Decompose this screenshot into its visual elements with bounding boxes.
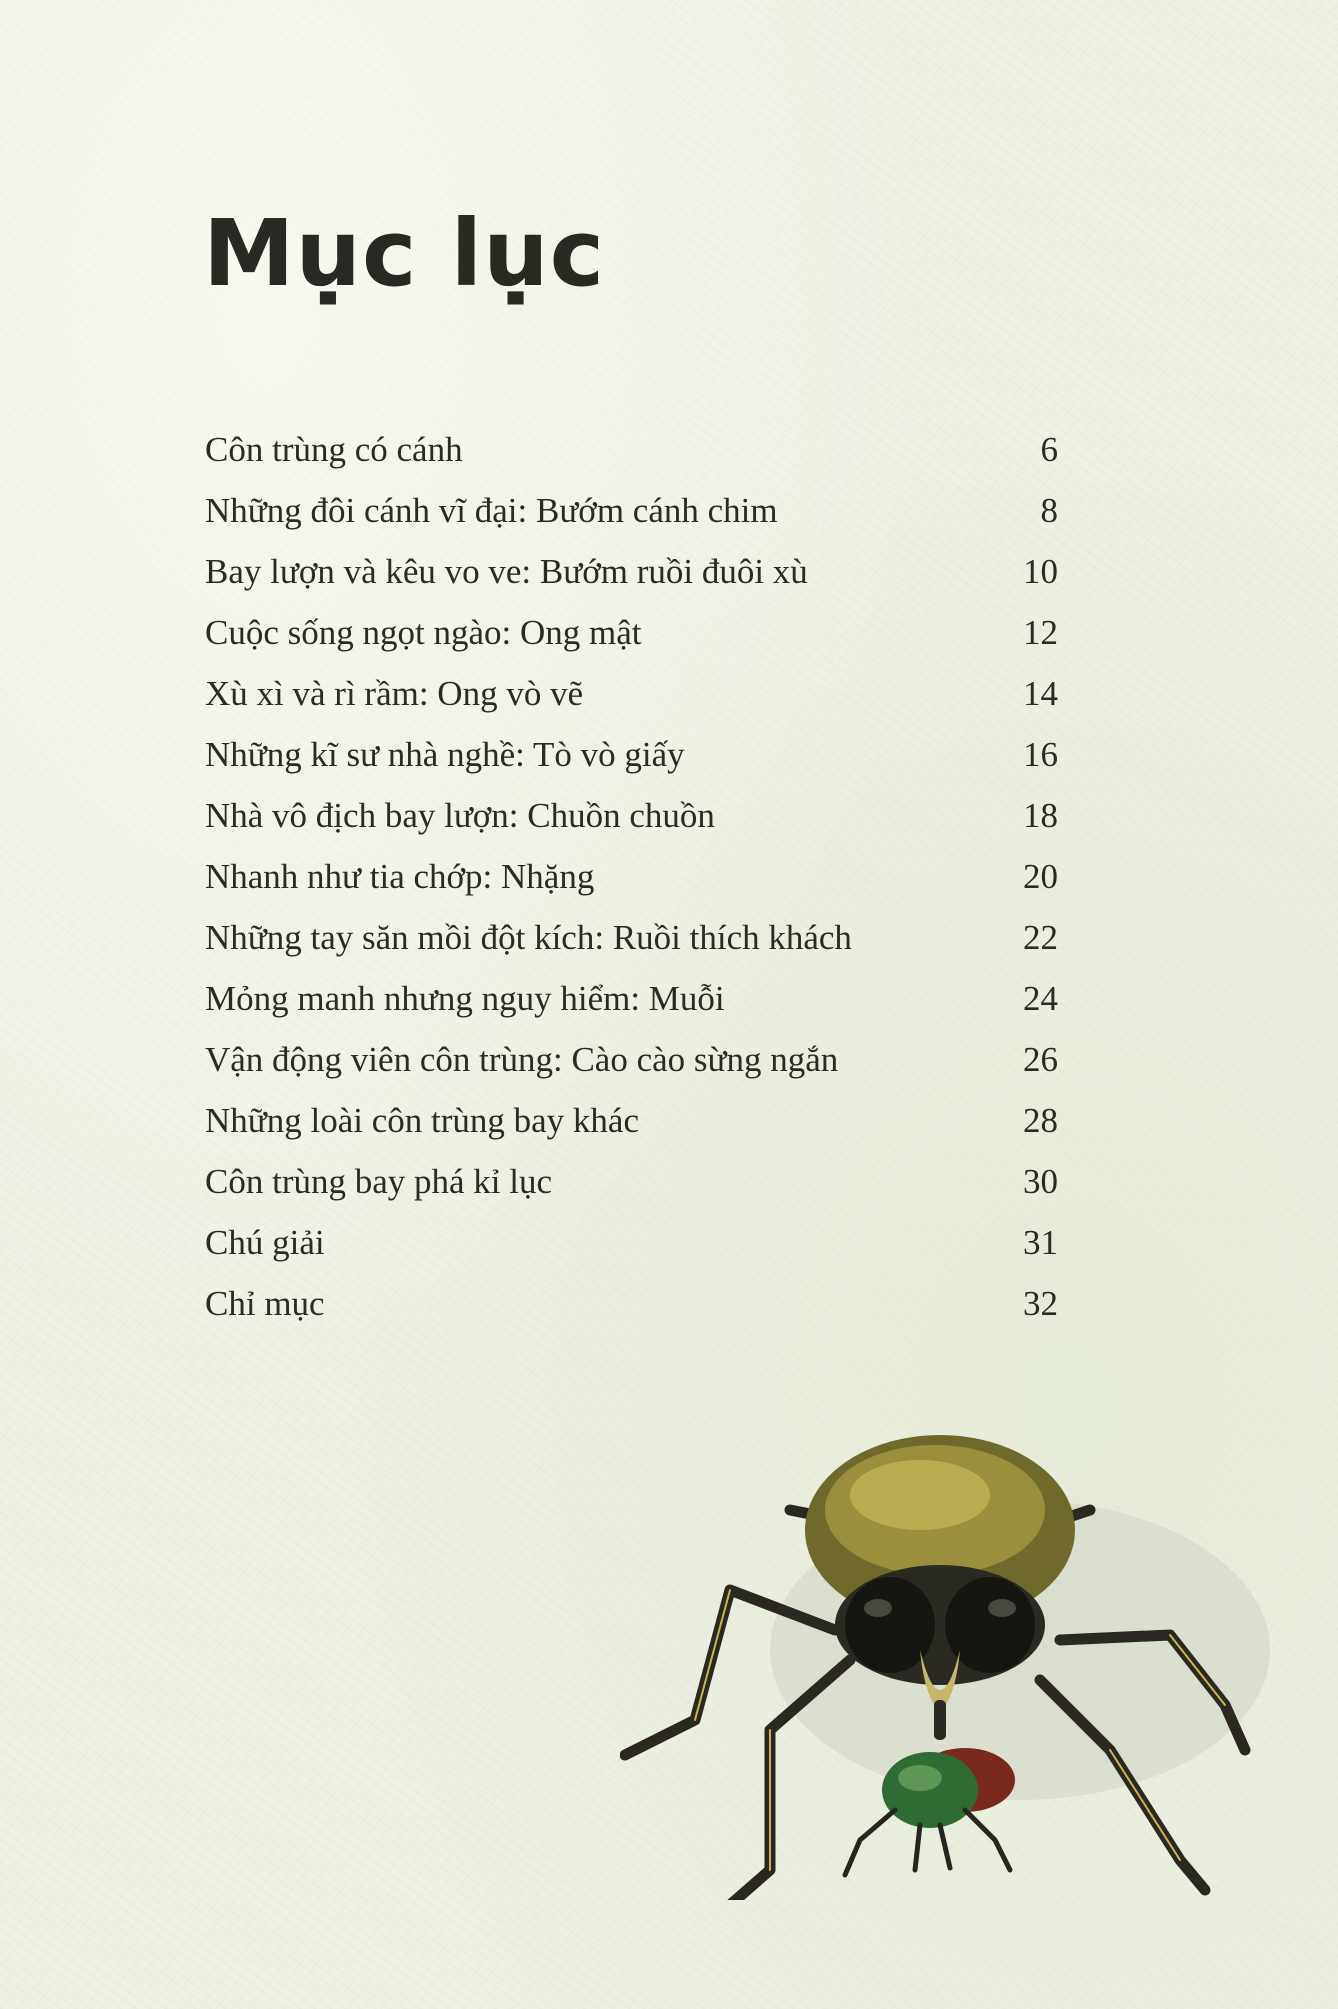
fly-eye-right-shine bbox=[988, 1599, 1016, 1617]
toc-entry[interactable] bbox=[205, 613, 1058, 674]
toc-entry-label: Xù xì và rì rầm: Ong vò vẽ bbox=[205, 674, 584, 713]
toc-entry-label: Nhanh như tia chớp: Nhặng bbox=[205, 857, 595, 896]
toc-entry-page: 28 bbox=[1023, 1101, 1058, 1140]
toc-entry[interactable] bbox=[205, 552, 1058, 613]
fly-thorax-highlight bbox=[850, 1460, 990, 1530]
toc-entry-label: Côn trùng có cánh bbox=[205, 430, 463, 469]
toc-entry[interactable] bbox=[205, 1284, 1058, 1345]
toc-entry-label: Cuộc sống ngọt ngào: Ong mật bbox=[205, 613, 642, 652]
toc-entry-label: Mỏng manh nhưng nguy hiểm: Muỗi bbox=[205, 979, 725, 1018]
toc-entry-page: 16 bbox=[1023, 735, 1058, 774]
toc-entry[interactable] bbox=[205, 430, 1058, 491]
toc-entry[interactable] bbox=[205, 1223, 1058, 1284]
prey-beetle-shine bbox=[898, 1765, 942, 1791]
toc-entry-page: 22 bbox=[1023, 918, 1058, 957]
page-title: Mục lục bbox=[203, 200, 606, 307]
toc-entry[interactable] bbox=[205, 979, 1058, 1040]
toc-entry-page: 31 bbox=[1023, 1223, 1058, 1262]
toc-entry[interactable] bbox=[205, 1162, 1058, 1223]
toc-entry-page: 30 bbox=[1023, 1162, 1058, 1201]
toc-entry-label: Những tay săn mồi đột kích: Ruồi thích khách bbox=[205, 918, 852, 957]
toc-entry-label: Chú giải bbox=[205, 1223, 325, 1262]
toc-entry-label: Nhà vô địch bay lượn: Chuồn chuồn bbox=[205, 796, 715, 835]
toc-entry[interactable] bbox=[205, 1040, 1058, 1101]
toc-entry-page: 20 bbox=[1023, 857, 1058, 896]
toc-entry-page: 14 bbox=[1023, 674, 1058, 713]
toc-entry-label: Những kĩ sư nhà nghề: Tò vò giấy bbox=[205, 735, 685, 774]
toc-entry-label: Chỉ mục bbox=[205, 1284, 325, 1323]
fly-proboscis bbox=[934, 1700, 946, 1740]
toc-entry-label: Những đôi cánh vĩ đại: Bướm cánh chim bbox=[205, 491, 778, 530]
toc-entry-page: 18 bbox=[1023, 796, 1058, 835]
toc-entry[interactable] bbox=[205, 735, 1058, 796]
toc-entry[interactable] bbox=[205, 1101, 1058, 1162]
prey-beetle-body bbox=[882, 1752, 978, 1828]
toc-entry-label: Bay lượn và kêu vo ve: Bướm ruồi đuôi xù bbox=[205, 552, 808, 591]
toc-entry-label: Côn trùng bay phá kỉ lục bbox=[205, 1162, 553, 1201]
toc-entry-page: 26 bbox=[1023, 1040, 1058, 1079]
toc-entry-page: 32 bbox=[1023, 1284, 1058, 1323]
toc-entry-page: 8 bbox=[1040, 491, 1058, 530]
toc-entry-page: 24 bbox=[1023, 979, 1058, 1018]
toc-list bbox=[205, 430, 1058, 1345]
toc-entry-page: 10 bbox=[1023, 552, 1058, 591]
toc-entry-page: 6 bbox=[1040, 430, 1058, 469]
toc-entry[interactable] bbox=[205, 857, 1058, 918]
toc-entry-label: Những loài côn trùng bay khác bbox=[205, 1101, 639, 1140]
toc-entry[interactable] bbox=[205, 796, 1058, 857]
toc-entry[interactable] bbox=[205, 918, 1058, 979]
toc-entry[interactable] bbox=[205, 491, 1058, 552]
toc-entry-page: 12 bbox=[1023, 613, 1058, 652]
toc-entry[interactable] bbox=[205, 674, 1058, 735]
robber-fly-with-beetle-icon bbox=[620, 1400, 1280, 1900]
fly-eye-left-shine bbox=[864, 1599, 892, 1617]
toc-entry-label: Vận động viên côn trùng: Cào cào sừng ngắn bbox=[205, 1040, 839, 1079]
